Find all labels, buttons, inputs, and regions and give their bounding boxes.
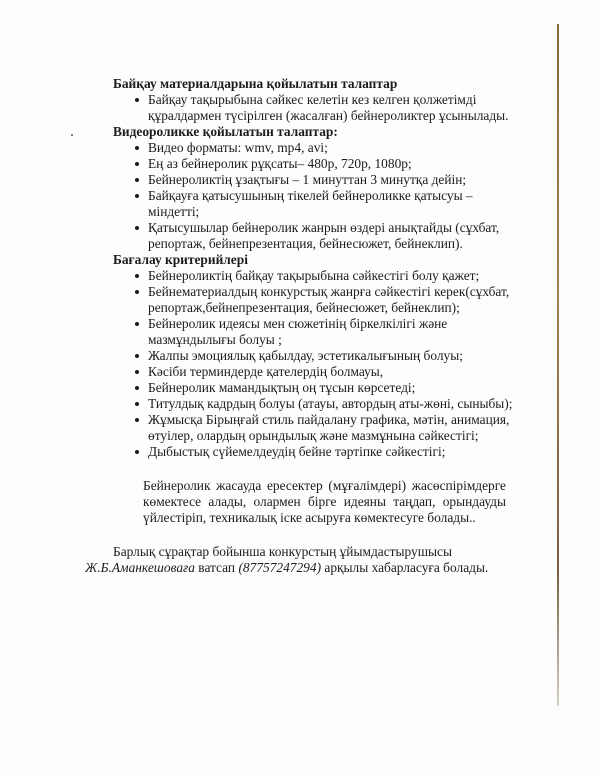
list-item: Видео форматы: wmv, mp4, avi; <box>148 140 518 156</box>
section-heading-material-requirements: Байқау материалдарына қойылатын талаптар <box>113 76 398 91</box>
material-requirements-list <box>113 92 533 124</box>
contact-phone: (87757247294) <box>238 560 322 575</box>
list-item: Кәсіби терминдерде қателердің болмауы, <box>148 364 518 380</box>
video-requirements-list <box>113 140 533 252</box>
list-item: Ең аз бейнеролик рұқсаты– 480p, 720p, 1080p; <box>148 156 518 172</box>
section-heading-video-requirements: Видеороликке қойылатын талаптар: <box>113 124 338 139</box>
contact-line: Барлық сұрақтар бойынша конкурстың ұйымдастырушысы <box>113 544 452 559</box>
section-heading-evaluation-criteria: Бағалау критерийлері <box>113 252 248 267</box>
list-item: Байқауға қатысушының тікелей бейнероликке қатысуы – міндетті; <box>148 188 518 220</box>
list-item: Байқау тақырыбына сәйкес келетін кез келген қолжетімді құралдармен түсірілген (жасалған) бейнероликтер ұсынылады. <box>148 92 518 124</box>
scan-edge-line <box>557 24 559 706</box>
list-item: Қатысушылар бейнеролик жанрын өздері анықтайды (сұхбат, репортаж, бейнепрезентация, бейнесюжет, бейнеклип). <box>148 220 518 252</box>
list-item: Бейнероликтің ұзақтығы – 1 минуттан 3 минутқа дейін; <box>148 172 518 188</box>
contact-messenger: ватсап <box>198 560 236 575</box>
note-paragraph: Бейнеролик жасауда ересектер (мұғалімдері) жасөспірімдерге көмектесе алады, олармен бірге идеяны таңдап, орындауды үйлестіріп, техникалық іске асыруға көмектесуге болады.. <box>143 478 506 525</box>
list-item: Бейнеролик мамандықтың оң тұсын көрсетеді; <box>148 380 518 396</box>
contact-person: Ж.Б.Аманкешоваға <box>85 560 195 575</box>
list-item: Дыбыстық сүйемелдеудің бейне тәртіпке сәйкестігі; <box>148 444 518 460</box>
list-item: Бейнероликтің байқау тақырыбына сәйкестігі болу қажет; <box>148 268 518 284</box>
list-item: Жалпы эмоциялық қабылдау, эстетикалығының болуы; <box>148 348 518 364</box>
evaluation-criteria-list <box>113 268 533 460</box>
contact-details <box>85 560 533 576</box>
contact-block <box>85 544 533 576</box>
list-item: Бейнематериалдың конкурстық жанрға сәйкестігі керек(сұхбат, репортаж,бейнепрезентация, бейнесюжет, бейнеклип); <box>148 284 518 316</box>
list-item: Титулдық кадрдың болуы (атауы, автордың аты-жөні, сыныбы); <box>148 396 518 412</box>
contact-tail: арқылы хабарласуға болады. <box>324 560 489 575</box>
list-item: Жұмысқа Бірыңғай стиль пайдалану графика, мәтін, анимация, өтуілер, олардың орындылық және мазмұнына сәйкестігі; <box>148 412 518 444</box>
list-item: Бейнеролик идеясы мен сюжетінің біркелкілігі және мазмұндылығы болуы ; <box>148 316 518 348</box>
